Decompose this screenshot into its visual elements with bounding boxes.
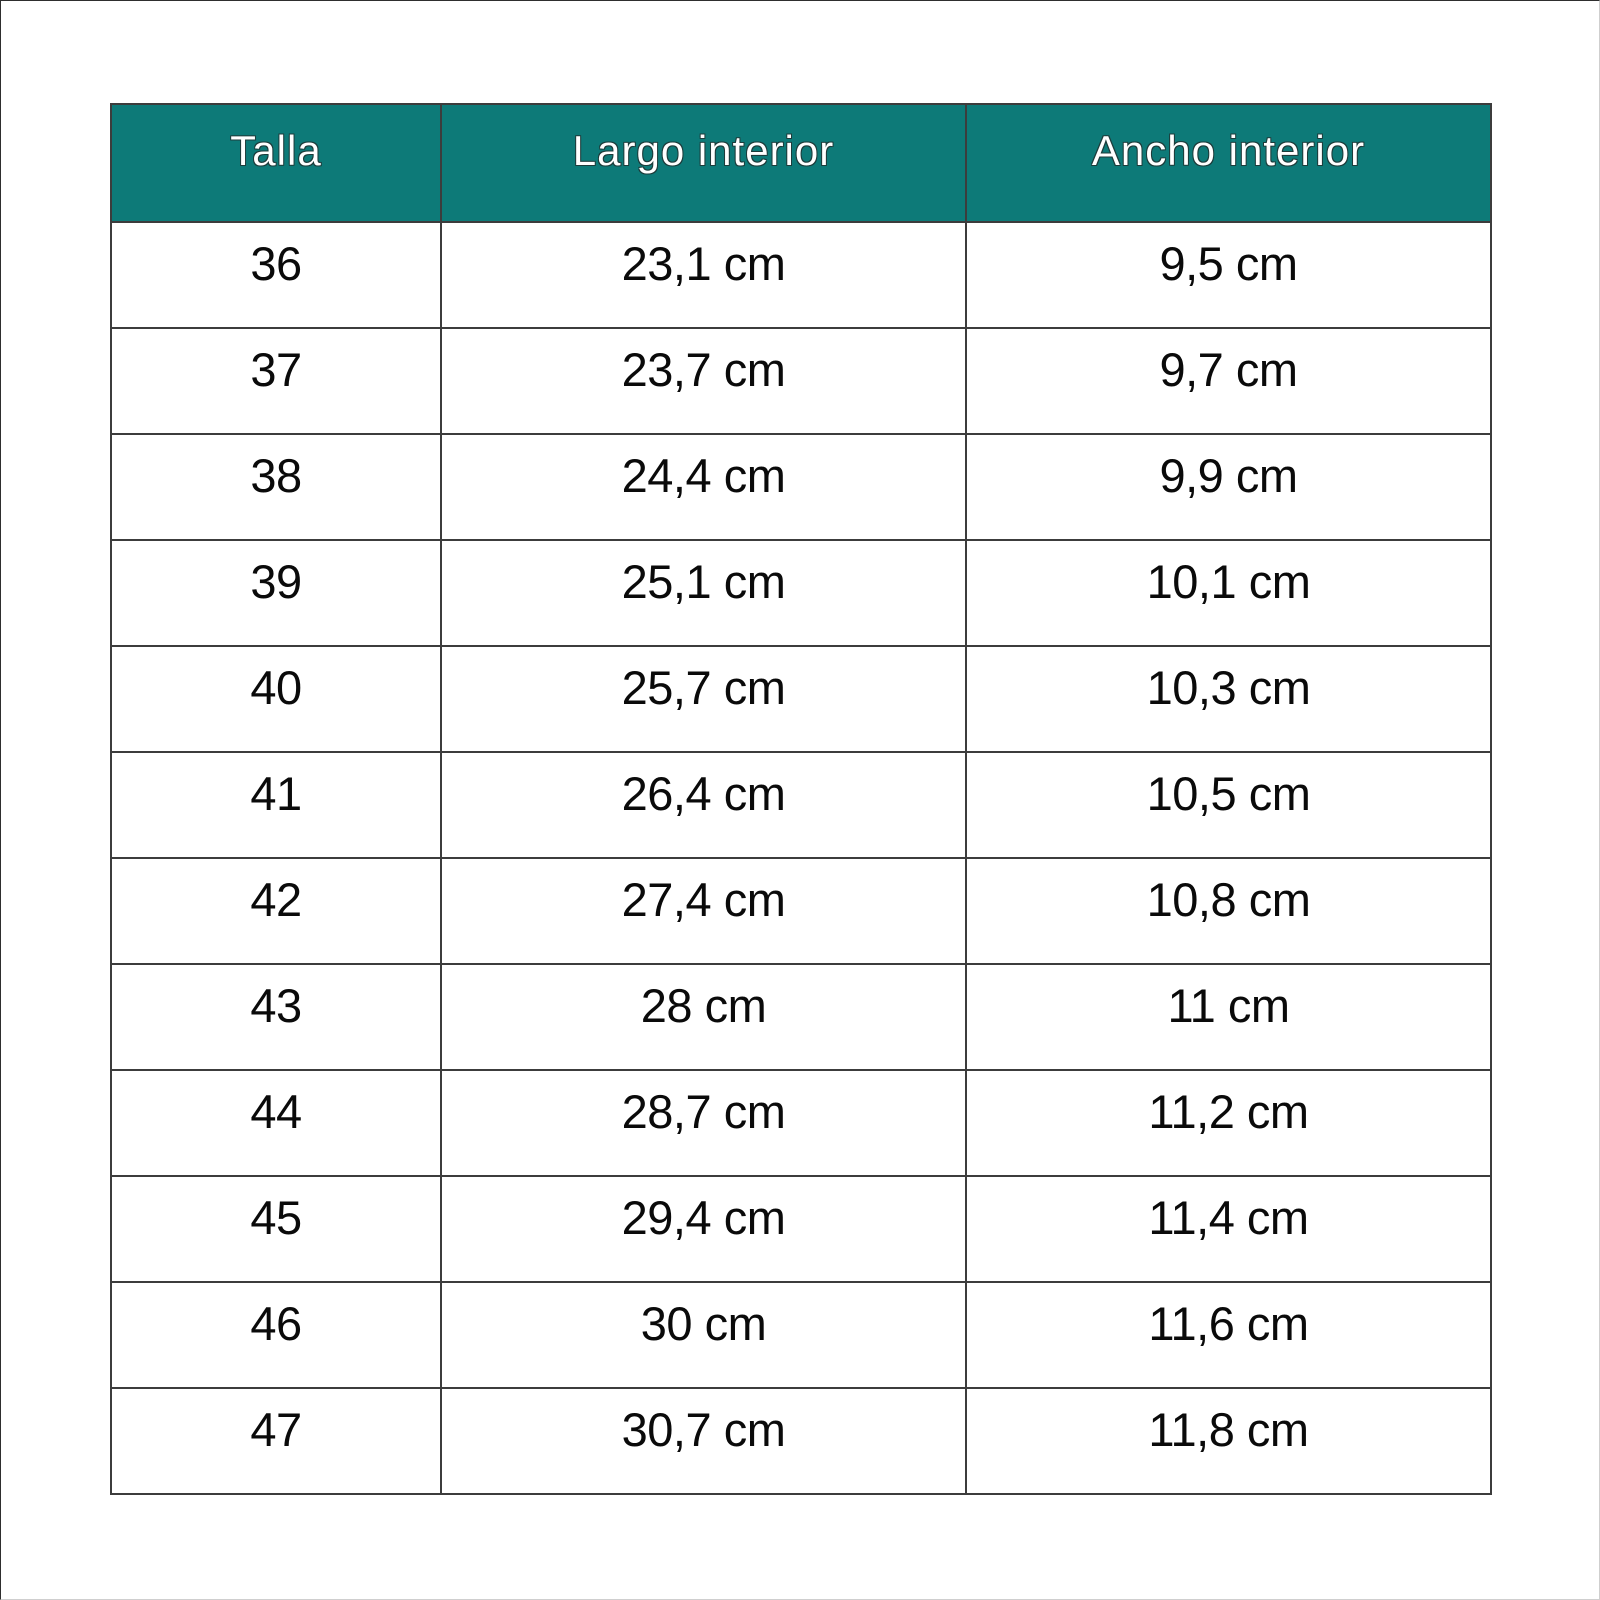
cell-ancho: 10,5 cm bbox=[966, 752, 1491, 858]
cell-talla: 36 bbox=[111, 222, 441, 328]
cell-talla: 42 bbox=[111, 858, 441, 964]
header-talla: Talla bbox=[111, 104, 441, 222]
cell-largo: 25,7 cm bbox=[441, 646, 966, 752]
size-chart-table bbox=[110, 103, 1492, 1495]
cell-talla: 39 bbox=[111, 540, 441, 646]
table-row bbox=[111, 328, 1491, 434]
table-header bbox=[111, 104, 1491, 222]
table-body bbox=[111, 222, 1491, 1494]
cell-talla: 44 bbox=[111, 1070, 441, 1176]
cell-ancho: 11,8 cm bbox=[966, 1388, 1491, 1494]
header-row bbox=[111, 104, 1491, 222]
cell-largo: 28,7 cm bbox=[441, 1070, 966, 1176]
cell-talla: 45 bbox=[111, 1176, 441, 1282]
table-row bbox=[111, 964, 1491, 1070]
table-row bbox=[111, 434, 1491, 540]
cell-ancho: 10,3 cm bbox=[966, 646, 1491, 752]
header-ancho-interior: Ancho interior bbox=[966, 104, 1491, 222]
cell-ancho: 9,9 cm bbox=[966, 434, 1491, 540]
table-row bbox=[111, 540, 1491, 646]
cell-talla: 46 bbox=[111, 1282, 441, 1388]
table-row bbox=[111, 752, 1491, 858]
cell-talla: 43 bbox=[111, 964, 441, 1070]
table-row bbox=[111, 1282, 1491, 1388]
cell-talla: 40 bbox=[111, 646, 441, 752]
table-row bbox=[111, 1176, 1491, 1282]
table-row bbox=[111, 222, 1491, 328]
cell-ancho: 11,6 cm bbox=[966, 1282, 1491, 1388]
header-largo-interior: Largo interior bbox=[441, 104, 966, 222]
cell-talla: 47 bbox=[111, 1388, 441, 1494]
cell-largo: 25,1 cm bbox=[441, 540, 966, 646]
cell-ancho: 10,8 cm bbox=[966, 858, 1491, 964]
cell-largo: 27,4 cm bbox=[441, 858, 966, 964]
cell-largo: 23,7 cm bbox=[441, 328, 966, 434]
cell-ancho: 11,2 cm bbox=[966, 1070, 1491, 1176]
table-row bbox=[111, 646, 1491, 752]
cell-ancho: 10,1 cm bbox=[966, 540, 1491, 646]
table-row bbox=[111, 1388, 1491, 1494]
table-row bbox=[111, 858, 1491, 964]
cell-largo: 26,4 cm bbox=[441, 752, 966, 858]
cell-talla: 38 bbox=[111, 434, 441, 540]
cell-talla: 41 bbox=[111, 752, 441, 858]
cell-ancho: 11,4 cm bbox=[966, 1176, 1491, 1282]
cell-largo: 30,7 cm bbox=[441, 1388, 966, 1494]
cell-largo: 30 cm bbox=[441, 1282, 966, 1388]
cell-largo: 23,1 cm bbox=[441, 222, 966, 328]
cell-ancho: 9,7 cm bbox=[966, 328, 1491, 434]
cell-largo: 24,4 cm bbox=[441, 434, 966, 540]
cell-largo: 28 cm bbox=[441, 964, 966, 1070]
cell-ancho: 11 cm bbox=[966, 964, 1491, 1070]
cell-ancho: 9,5 cm bbox=[966, 222, 1491, 328]
cell-talla: 37 bbox=[111, 328, 441, 434]
table-row bbox=[111, 1070, 1491, 1176]
cell-largo: 29,4 cm bbox=[441, 1176, 966, 1282]
